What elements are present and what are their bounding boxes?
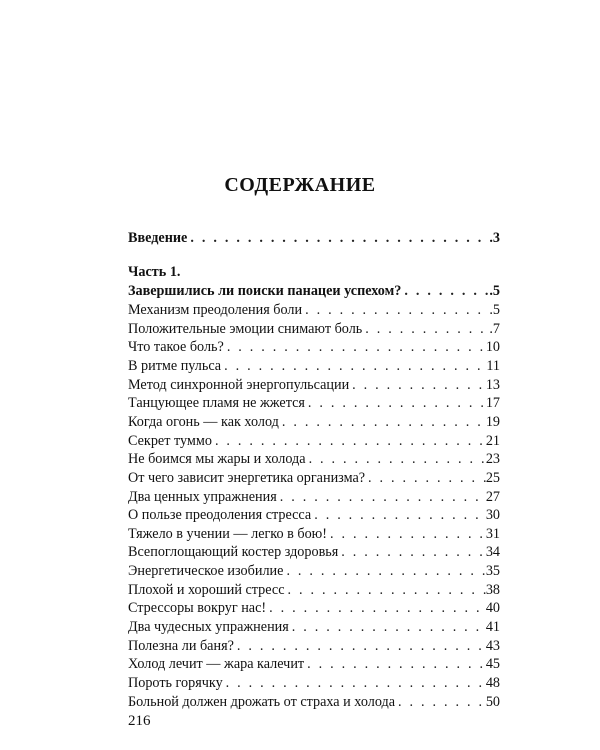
toc-entry-page: 35 [485,563,500,580]
toc-entry[interactable] [128,320,500,338]
toc-entry[interactable] [128,488,500,506]
dot-leader [395,693,486,711]
toc-entry-intro[interactable] [128,229,500,247]
toc-entry[interactable] [128,413,500,431]
toc-entry[interactable] [128,469,500,487]
toc-entry-page: 41 [485,619,500,636]
toc-entry-title: Тяжело в учении — легко в бою! [128,525,328,542]
toc-entry-page: 40 [485,600,500,617]
toc-entry-title: Когда огонь — как холод [128,413,279,430]
toc-entry[interactable] [128,506,500,524]
toc-entry-page: 13 [485,376,500,393]
toc-entry[interactable] [128,637,500,655]
toc-entry[interactable] [128,674,500,692]
toc-part-heading[interactable] [128,282,500,300]
toc-entry-page: 50 [485,693,500,710]
toc-entry-page: 10 [485,339,500,356]
toc-entry[interactable] [128,562,500,580]
toc-entry-title: Танцующее пламя не жжется [128,395,305,412]
page-number: 216 [128,713,151,729]
dot-leader [311,506,486,524]
part-label: Часть 1. [128,264,181,280]
toc-entry-page: 27 [485,488,500,505]
dot-leader [365,469,486,487]
dot-leader [279,413,486,431]
dot-leader [338,543,486,561]
toc-entry[interactable] [128,394,500,412]
toc-entry-title: Не боимся мы жары и холода [128,451,306,468]
toc-entry-page: 25 [485,469,500,486]
dot-leader [289,618,486,636]
toc-entry-page: 11 [486,357,500,374]
toc-entry-title: Два чудесных упражнения [128,619,289,636]
dot-leader [302,301,489,319]
dot-leader [327,525,486,543]
dot-leader [304,655,486,673]
dot-leader [224,338,486,356]
dot-leader [212,432,486,450]
toc-entry[interactable] [128,655,500,673]
toc-entry-title: От чего зависит энергетика организма? [128,469,366,486]
toc-entry[interactable] [128,357,500,375]
dot-leader [187,229,489,247]
toc-entry-title: Больной должен дрожать от страха и холода [128,693,396,710]
toc-entry-title: Полезна ли баня? [128,637,234,654]
toc-entry[interactable] [128,599,500,617]
dot-leader [221,357,486,375]
toc-entry-title: Введение [128,230,188,246]
toc-entry-page: 45 [485,656,500,673]
dot-leader [305,394,486,412]
toc-entry-page: .3 [489,230,500,246]
dot-leader [234,637,486,655]
toc-part-title: Завершились ли поиски панацеи успехом? [128,283,402,299]
toc-entry-title: Что такое боль? [128,339,224,356]
toc-entry[interactable] [128,581,500,599]
dot-leader [266,599,486,617]
toc-part-page: .5 [489,283,500,299]
toc-entry-page: 19 [485,413,500,430]
toc-entry-page: 17 [485,395,500,412]
toc-entry[interactable] [128,543,500,561]
toc-entry-page: 43 [485,637,500,654]
toc-entry[interactable] [128,618,500,636]
dot-leader [349,376,486,394]
toc-entry-title: Холод лечит — жара калечит [128,656,305,673]
toc-entry-title: Секрет туммо [128,432,212,449]
toc-entry[interactable] [128,525,500,543]
toc-entry-title: В ритме пульса [128,357,222,374]
toc-entry-title: Плохой и хороший стресс [128,581,285,598]
toc-entry-page: 30 [485,507,500,524]
toc-entry[interactable] [128,338,500,356]
dot-leader [283,562,485,580]
toc-entry-title: Механизм преодоления боли [128,302,303,318]
toc-entry-page: 23 [485,451,500,468]
toc-entry-page: 38 [485,581,500,598]
toc-entry-page: 21 [485,432,500,449]
toc-entry-title: Всепоглощающий костер здоровья [128,544,339,561]
dot-leader [223,674,486,692]
toc-entry-page: 34 [485,544,500,561]
toc-entry[interactable] [128,432,500,450]
toc-entry-title: Пороть горячку [128,675,223,691]
toc-entry-title: О пользе преодоления стресса [128,507,312,524]
dot-leader [277,488,486,506]
toc-entry-title: Два ценных упражнения [128,488,277,505]
toc-entry[interactable] [128,450,500,468]
dot-leader [285,581,486,599]
toc-entry-title: Положительные эмоции снимают боль [128,320,363,337]
dot-leader [306,450,486,468]
toc-entry-title: Энергетическое изобилие [128,563,284,580]
dot-leader [401,282,489,300]
toc-entry[interactable] [128,693,500,711]
toc-entry-page: 48 [485,675,500,691]
toc-entry-page: 31 [485,525,500,542]
toc-entry[interactable] [128,301,500,319]
toc-entry-title: Стрессоры вокруг нас! [128,600,267,617]
toc-entry[interactable] [128,376,500,394]
toc-entry-page: .5 [489,302,500,318]
page-title: СОДЕРЖАНИЕ [224,174,376,196]
toc-entry-page: .7 [489,320,500,337]
toc-entry-title: Метод синхронной энергопульсации [128,376,350,393]
dot-leader [362,320,489,338]
